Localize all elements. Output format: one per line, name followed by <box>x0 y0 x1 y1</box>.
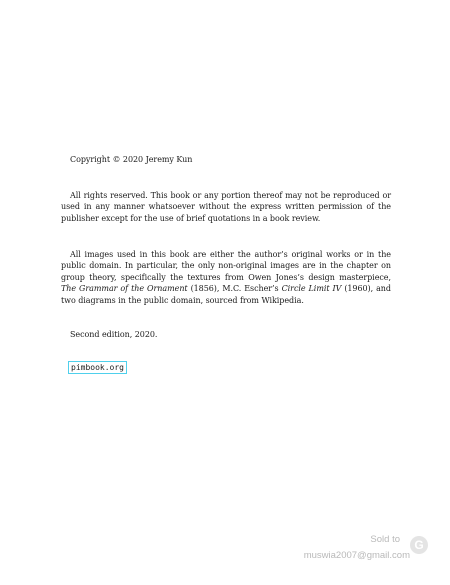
watermark-email: muswia2007@gmail.com <box>303 550 410 561</box>
grammar-of-ornament-title: The Grammar of the Ornament <box>61 284 188 294</box>
sold-to-watermark <box>228 534 428 568</box>
website-link[interactable]: pimbook.org <box>68 361 127 374</box>
rights-paragraph: All rights reserved. This book or any portion thereof may not be reproduced or used in any manner whatsoever without the express written permission of the publisher except for the use of brief quotations in a book review. <box>61 191 391 223</box>
watermark-sold-to: Sold to <box>370 534 400 545</box>
circle-limit-title: Circle Limit IV <box>281 284 342 294</box>
image-credits-text-3: (1960), and two diagrams in the public domain, sourced from Wikipedia. <box>61 284 391 305</box>
image-credits-text-1: All images used in this book are either the author’s original works or in the public domain. In particular, the only non-original images are in the chapter on group theory, specifically the textures from Owen Jones’s design masterpiece, <box>61 250 391 282</box>
edition-line: Second edition, 2020. <box>70 330 158 339</box>
copyright-line: Copyright © 2020 Jeremy Kun <box>70 155 193 164</box>
image-credits-text-2: (1856), M.C. Escher’s <box>187 284 282 294</box>
google-logo-icon: G <box>410 536 428 554</box>
image-credits-paragraph <box>61 249 391 306</box>
